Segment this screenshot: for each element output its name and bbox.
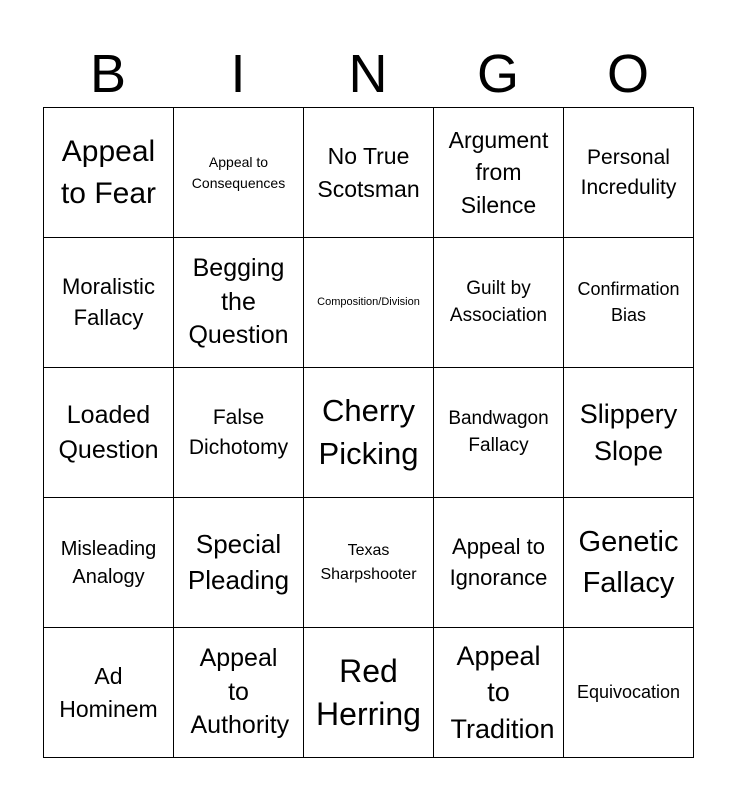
cell-label: Misleading Analogy (60, 537, 157, 588)
bingo-cell[interactable] (564, 238, 694, 368)
bingo-cell[interactable] (434, 368, 564, 498)
bingo-cell[interactable] (174, 108, 304, 238)
cell-label: Bandwagon Fallacy (448, 407, 549, 456)
bingo-cell[interactable] (434, 498, 564, 628)
cell-label: Appeal to Tradition (450, 640, 555, 744)
cell-label: Begging the Question (188, 253, 289, 350)
bingo-cell[interactable] (44, 498, 174, 628)
bingo-cell[interactable] (434, 238, 564, 368)
bingo-cell[interactable] (304, 238, 434, 368)
header-letter-i: I (230, 44, 246, 104)
bingo-cell[interactable] (304, 498, 434, 628)
cell-label: Argument from Silence (448, 127, 549, 218)
bingo-cell[interactable] (44, 628, 174, 758)
cell-label: Cherry Picking (318, 392, 419, 471)
bingo-cell[interactable] (304, 628, 434, 758)
cell-label: Appeal to Authority (190, 643, 290, 740)
cell-label: Moralistic Fallacy (62, 273, 155, 330)
cell-label: Slippery Slope (579, 399, 678, 466)
cell-label: Equivocation (576, 681, 681, 702)
bingo-grid (43, 107, 694, 758)
bingo-header (43, 40, 693, 108)
header-letter-n: N (348, 44, 388, 104)
bingo-cell[interactable] (564, 498, 694, 628)
cell-label: No True Scotsman (317, 143, 420, 202)
bingo-cell[interactable] (174, 368, 304, 498)
bingo-cell[interactable] (174, 628, 304, 758)
cell-label: Appeal to Ignorance (449, 533, 548, 590)
bingo-cell[interactable] (174, 498, 304, 628)
cell-label: Genetic Fallacy (578, 526, 679, 599)
bingo-cell[interactable] (44, 368, 174, 498)
bingo-cell[interactable] (564, 628, 694, 758)
cell-label: Texas Sharpshooter (320, 542, 417, 583)
cell-label: Confirmation Bias (577, 279, 680, 325)
cell-label: Ad Hominem (59, 663, 158, 722)
bingo-cell[interactable] (564, 108, 694, 238)
cell-label: False Dichotomy (188, 406, 289, 459)
cell-label: Personal Incredulity (580, 146, 677, 199)
header-letter-b: B (89, 44, 127, 104)
header-letter-g: G (476, 44, 519, 104)
bingo-cell[interactable] (44, 108, 174, 238)
cell-label: Appeal to Consequences (191, 154, 286, 191)
bingo-cell[interactable] (304, 108, 434, 238)
cell-label: Guilt by Association (449, 277, 548, 326)
cell-label: Special Pleading (187, 529, 290, 595)
bingo-cell[interactable] (434, 108, 564, 238)
header-letter-o: O (606, 44, 649, 104)
cell-label: Loaded Question (58, 400, 159, 464)
cell-label: Composition/Division (317, 295, 420, 308)
bingo-cell[interactable] (44, 238, 174, 368)
cell-label: Appeal to Fear (60, 135, 157, 210)
bingo-cell[interactable] (304, 368, 434, 498)
bingo-cell[interactable] (174, 238, 304, 368)
cell-label: Red Herring (316, 653, 421, 732)
bingo-cell[interactable] (434, 628, 564, 758)
bingo-cell[interactable] (564, 368, 694, 498)
